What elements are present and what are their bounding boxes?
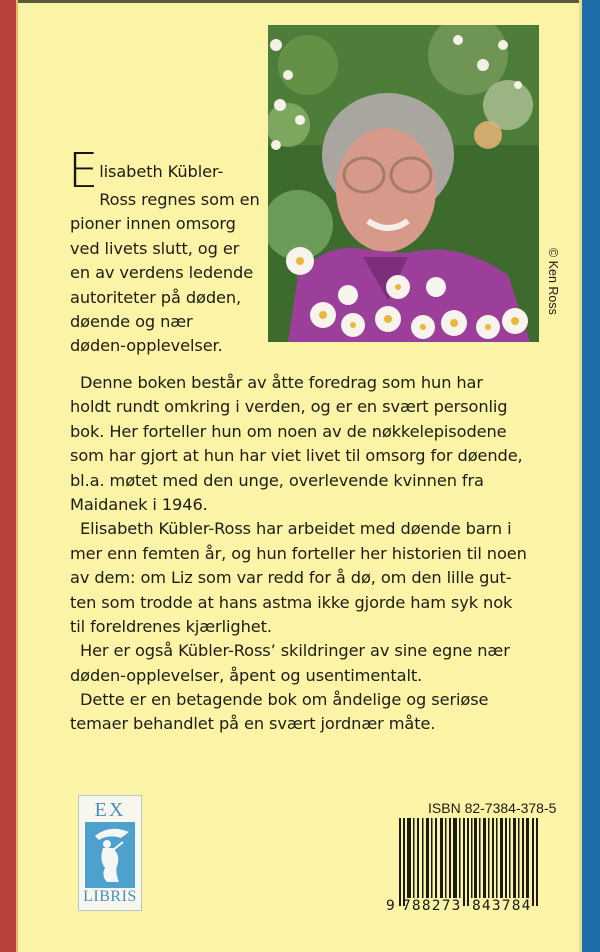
intro-line: døende og nær	[70, 311, 193, 331]
left-spine-strip	[0, 0, 16, 952]
body-line: mer enn femten år, og hun forteller her historien til noen	[70, 543, 527, 563]
barcode-digits	[386, 898, 532, 914]
body-line: Dette er en betagende bok om åndelige og seriøse	[80, 690, 489, 710]
body-line: til foreldrenes kjærlighet.	[70, 616, 272, 636]
angel-figure-icon	[85, 822, 135, 888]
intro-line: døden-opplevelser.	[70, 336, 223, 356]
logo-top-text: EX	[94, 799, 126, 821]
intro-line: en av verdens ledende	[70, 263, 254, 283]
body-line: som har gjort at hun har viet livet til omsorg for døende,	[70, 446, 523, 466]
body-line: Elisabeth Kübler-Ross har arbeidet med døende barn i	[80, 519, 512, 539]
intro-line: autoriteter på døden,	[70, 287, 242, 307]
intro-line: pioner innen omsorg	[70, 214, 236, 234]
intro-line: ved livets slutt, og er	[70, 238, 240, 258]
body-line: av dem: om Liz som var redd for å dø, om den lille gut-	[70, 568, 512, 588]
photo-credit: © Ken Ross	[546, 248, 560, 315]
barcode-digits-group-1: 788273	[402, 898, 462, 914]
body-line: døden-opplevelser, åpent og usentimentalt.	[70, 665, 423, 685]
paragraph-children	[70, 517, 570, 639]
paragraph-book-content	[70, 371, 570, 517]
barcode-digits-group-2: 843784	[472, 898, 532, 914]
drop-cap: E	[68, 143, 99, 199]
right-spine-strip	[582, 0, 600, 952]
body-line: temaer behandlet på en svært jordnær måte.	[70, 714, 436, 734]
paragraph-near-death	[70, 639, 570, 688]
body-line: Denne boken består av åtte foredrag som hun har	[80, 373, 483, 392]
blurb-body	[70, 371, 570, 737]
logo-figure-panel	[85, 822, 135, 888]
intro-paragraph	[68, 143, 265, 359]
barcode-lead-digit: 9	[386, 898, 396, 914]
isbn-label: ISBN 82-7384-378-5	[428, 800, 557, 816]
body-line: bl.a. møtet med den unge, overlevende kvinnen fra	[70, 470, 484, 490]
logo-bottom-text: LIBRIS	[83, 888, 137, 905]
left-spine-edge	[16, 0, 18, 952]
body-line: holdt rundt omkring i verden, og er en svært personlig	[70, 397, 508, 417]
author-photo	[268, 25, 539, 342]
body-line: ten som trodde at hans astma ikke gjorde ham syk nok	[70, 592, 513, 612]
cover-top-edge	[0, 0, 600, 3]
intro-line: Ross regnes som en	[99, 190, 260, 209]
paragraph-summary	[70, 688, 570, 737]
body-line: Her er også Kübler-Ross’ skildringer av sine egne nær	[80, 641, 510, 661]
ex-libris-logo	[78, 795, 142, 911]
body-line: bok. Her forteller hun om noen av de nøkkelepisodene	[70, 421, 507, 441]
intro-first-line: lisabeth Kübler-	[99, 162, 224, 181]
body-line: Maidanek i 1946.	[70, 494, 208, 514]
